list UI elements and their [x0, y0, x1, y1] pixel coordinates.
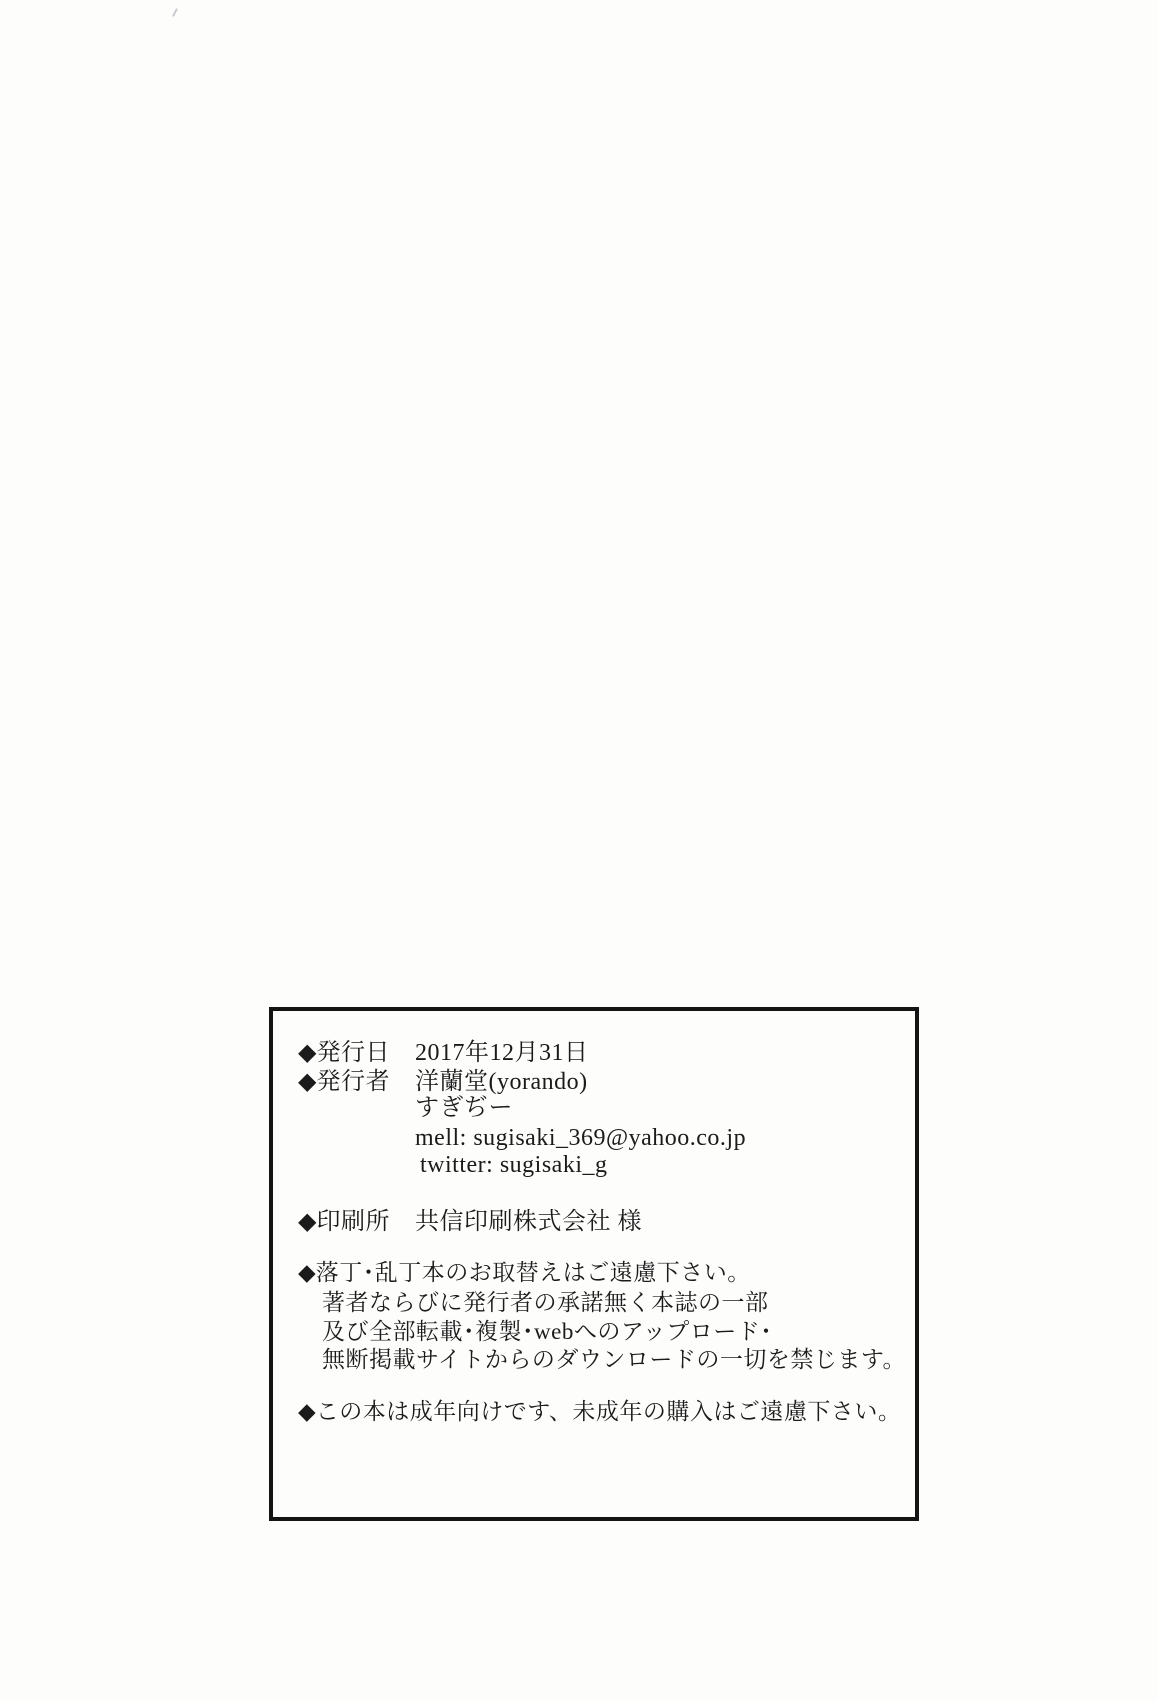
adult-notice: [298, 1399, 901, 1425]
publisher-label-text: 発行者: [316, 1069, 390, 1095]
reprint-notice-line1-text: 落丁･乱丁本のお取替えはご遠慮下さい。: [315, 1260, 751, 1285]
publisher-email: mell: sugisaki_369@yahoo.co.jp: [415, 1125, 747, 1151]
reprint-notice-line4: 無断掲載サイトからのダウンロードの一切を禁じます。: [322, 1347, 907, 1372]
diamond-bullet-icon: ◆: [298, 1209, 317, 1235]
publisher-circle-name: 洋蘭堂(yorando): [415, 1069, 588, 1095]
printer-label: [298, 1209, 390, 1235]
scan-speck: [172, 8, 178, 17]
publisher-twitter: twitter: sugisaki_g: [420, 1152, 608, 1178]
publish-date-label-text: 発行日: [316, 1040, 390, 1066]
reprint-notice-line3: 及び全部転載･複製･webへのアップロード･: [322, 1319, 773, 1344]
diamond-bullet-icon: ◆: [298, 1069, 317, 1095]
adult-notice-text: この本は成年向けです、未成年の購入はご遠慮下さい。: [315, 1399, 902, 1424]
publisher-pen-name: すぎぢー: [415, 1095, 513, 1121]
colophon-box: [269, 1007, 919, 1521]
printer-label-text: 印刷所: [316, 1209, 390, 1235]
reprint-notice-line1: [298, 1260, 751, 1286]
publish-date-label: [298, 1040, 390, 1066]
diamond-bullet-icon: ◆: [298, 1040, 317, 1066]
printer-value: 共信印刷株式会社 様: [415, 1209, 642, 1235]
diamond-bullet-icon: ◆: [298, 1260, 316, 1285]
publisher-label: [298, 1069, 390, 1095]
publish-date-value: 2017年12月31日: [415, 1040, 589, 1066]
reprint-notice-line2: 著者ならびに発行者の承諾無く本誌の一部: [322, 1290, 769, 1315]
diamond-bullet-icon: ◆: [298, 1399, 316, 1424]
